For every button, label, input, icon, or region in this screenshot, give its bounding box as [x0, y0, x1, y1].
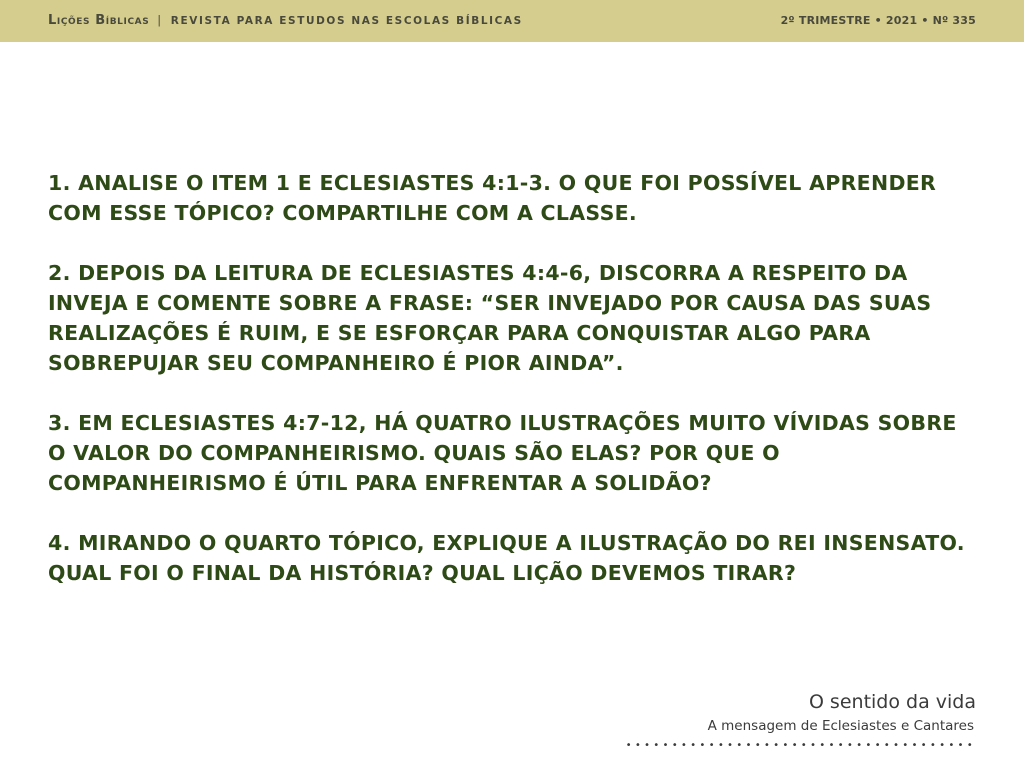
question-1: 1. ANALISE O ITEM 1 E ECLESIASTES 4:1-3. O QUE FOI POSSÍVEL APRENDER COM ESSE TÓPICO? COMPARTILHE COM A CLASSE.: [48, 171, 937, 225]
header-separator: |: [157, 13, 163, 27]
publication-subtitle: REVISTA PARA ESTUDOS NAS ESCOLAS BÍBLICAS: [170, 15, 523, 27]
question-2: 2. DEPOIS DA LEITURA DE ECLESIASTES 4:4-6, DISCORRA A RESPEITO DA INVEJA E COMENTE SOBRE A FRASE: “SER INVEJADO POR CAUSA DAS SUAS REALIZAÇÕES É RUIM, E SE ESFORÇAR PARA CONQUISTAR ALGO PARA SOBREPUJAR SEU COMPANHEIRO É PIOR AINDA”.: [48, 261, 932, 375]
footer-subtitle: A mensagem de Eclesiastes e Cantares: [707, 718, 974, 734]
issue-info: 2º TRIMESTRE • 2021 • Nº 335: [780, 14, 976, 27]
question-4: 4. MIRANDO O QUARTO TÓPICO, EXPLIQUE A ILUSTRAÇÃO DO REI INSENSATO. QUAL FOI O FINAL DA HISTÓRIA? QUAL LIÇÃO DEVEMOS TIRAR?: [48, 531, 965, 585]
footer-title: O sentido da vida: [808, 691, 976, 713]
publication-title: [48, 13, 523, 28]
brand-name: Lições Bíblicas: [48, 13, 150, 28]
footer-dotted-rule: ••••••••••••••••••••••••••••••••••••••: [625, 740, 976, 751]
question-list: [48, 168, 978, 618]
header-bar: [0, 0, 1024, 42]
question-3: 3. EM ECLESIASTES 4:7-12, HÁ QUATRO ILUSTRAÇÕES MUITO VÍVIDAS SOBRE O VALOR DO COMPANHEIRISMO. QUAIS SÃO ELAS? POR QUE O COMPANHEIRISMO É ÚTIL PARA ENFRENTAR A SOLIDÃO?: [48, 411, 957, 495]
